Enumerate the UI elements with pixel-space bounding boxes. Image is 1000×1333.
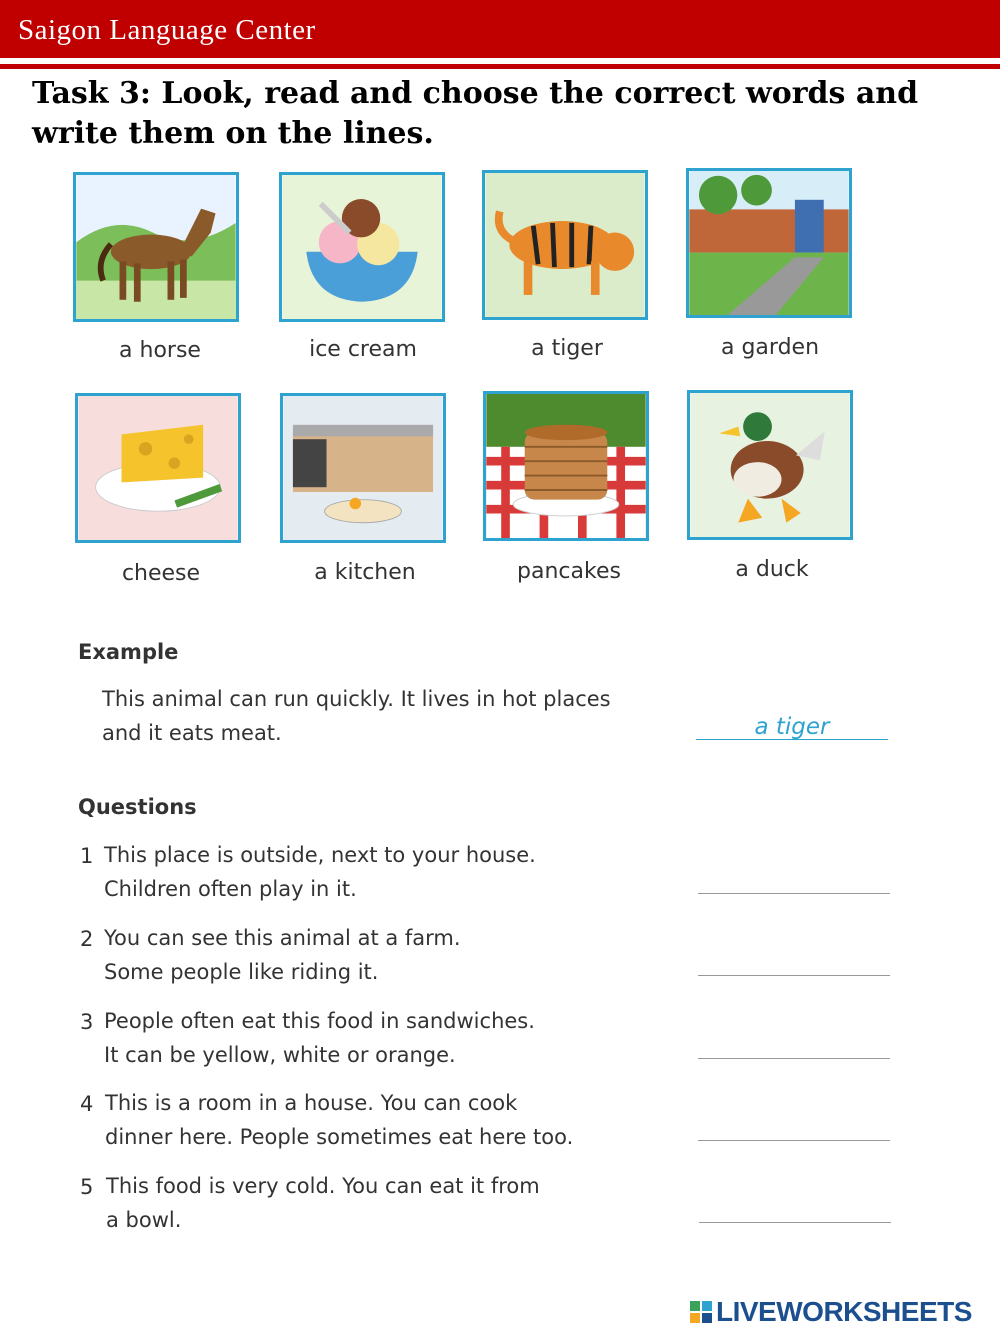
- answer-line-1[interactable]: [698, 893, 890, 894]
- label-tiger: a tiger: [531, 336, 603, 361]
- label-duck: a duck: [735, 557, 809, 582]
- tiger-picture: [482, 170, 648, 320]
- header-divider: [0, 64, 1000, 69]
- question-2-line-1: You can see this animal at a farm.: [104, 926, 461, 950]
- logo-grid-icon: [690, 1301, 712, 1323]
- label-horse: a horse: [119, 338, 201, 363]
- example-answer: a tiger: [754, 714, 830, 740]
- question-2-line-2: Some people like riding it.: [104, 960, 379, 984]
- answer-line-2[interactable]: [698, 975, 890, 976]
- question-3-line-2: It can be yellow, white or orange.: [104, 1043, 456, 1067]
- cheese-picture: [75, 393, 241, 543]
- task-title: Task 3: Look, read and choose the correct words and write them on the lines.: [32, 76, 919, 151]
- label-garden: a garden: [720, 335, 820, 360]
- label-kitchen: a kitchen: [314, 560, 416, 585]
- answer-line-3[interactable]: [698, 1058, 890, 1059]
- question-3-line-1: People often eat this food in sandwiches.: [104, 1009, 535, 1033]
- question-1-line-2: Children often play in it.: [104, 877, 357, 901]
- duck-picture: [687, 390, 853, 540]
- question-4-line-1: This is a room in a house. You can cook: [105, 1091, 518, 1115]
- question-number: 5: [80, 1175, 94, 1199]
- question-1-line-1: This place is outside, next to your house.: [104, 843, 536, 867]
- header-bar: [0, 0, 1000, 58]
- question-5-line-1: This food is very cold. You can eat it from: [106, 1174, 540, 1198]
- example-line-1: This animal can run quickly. It lives in hot places: [102, 687, 611, 711]
- logo-text: LIVEWORKSHEETS: [716, 1296, 972, 1327]
- question-number: 3: [80, 1010, 94, 1034]
- example-heading: Example: [78, 640, 179, 664]
- label-pancakes: pancakes: [517, 559, 621, 584]
- liveworksheets-logo[interactable]: [690, 1294, 972, 1330]
- answer-line-4[interactable]: [698, 1140, 890, 1141]
- label-ice-cream: ice cream: [309, 337, 417, 362]
- question-number: 2: [80, 927, 94, 951]
- kitchen-picture: [280, 393, 446, 543]
- answer-line-5[interactable]: [699, 1222, 891, 1223]
- question-4-line-2: dinner here. People sometimes eat here too.: [105, 1125, 574, 1149]
- example-line-2: and it eats meat.: [102, 721, 282, 745]
- questions-heading: Questions: [78, 795, 197, 819]
- horse-picture: [73, 172, 239, 322]
- question-number: 4: [80, 1092, 94, 1116]
- question-5-line-2: a bowl.: [106, 1208, 182, 1232]
- ice-cream-picture: [279, 172, 445, 322]
- label-cheese: cheese: [121, 561, 201, 586]
- garden-picture: [686, 168, 852, 318]
- header-title: Saigon Language Center: [18, 14, 316, 46]
- question-number: 1: [80, 844, 94, 868]
- example-answer-line: [696, 739, 888, 740]
- pancakes-picture: [483, 391, 649, 541]
